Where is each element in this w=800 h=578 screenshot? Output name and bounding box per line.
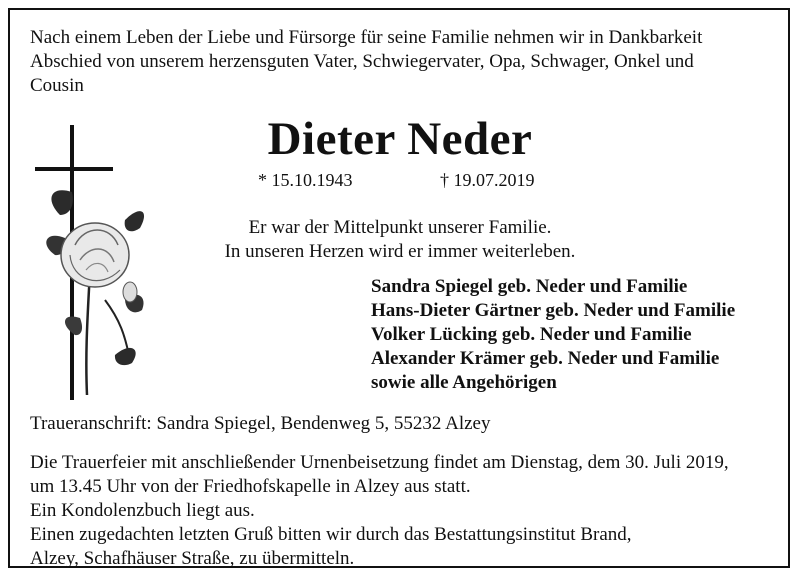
mourners-list bbox=[371, 275, 735, 395]
mourning-address: Traueranschrift: Sandra Spiegel, Bendenweg 5, 55232 Alzey bbox=[30, 413, 491, 434]
funeral-line: um 13.45 Uhr von der Friedhofskapelle in Alzey aus statt. bbox=[30, 476, 471, 497]
birth-date: * 15.10.1943 bbox=[258, 170, 353, 190]
death-date: † 19.07.2019 bbox=[440, 170, 535, 190]
funeral-details bbox=[30, 451, 775, 571]
intro-text bbox=[30, 26, 775, 98]
quote-line: Er war der Mittelpunkt unserer Familie. bbox=[248, 217, 552, 238]
funeral-line: Die Trauerfeier mit anschließender Urnenbeisetzung findet am Dienstag, dem 30. Juli 2019, bbox=[30, 452, 729, 473]
mourner-line: Hans-Dieter Gärtner geb. Neder und Familie bbox=[371, 300, 736, 321]
intro-line: Cousin bbox=[30, 75, 84, 96]
intro-line: Nach einem Leben der Liebe und Fürsorge für seine Familie nehmen wir in Dankbarkeit bbox=[30, 27, 703, 48]
deceased-name: Dieter Neder bbox=[267, 113, 533, 165]
intro-line: Abschied von unserem herzensguten Vater, Schwiegervater, Opa, Schwager, Onkel und bbox=[30, 51, 694, 72]
mourner-line: Volker Lücking geb. Neder und Familie bbox=[371, 324, 692, 345]
funeral-line: Alzey, Schafhäuser Straße, zu übermitteln. bbox=[30, 548, 355, 569]
memorial-quote bbox=[0, 216, 800, 264]
mourner-line: Alexander Krämer geb. Neder und Familie bbox=[371, 348, 720, 369]
funeral-line: Ein Kondolenzbuch liegt aus. bbox=[30, 500, 255, 521]
mourner-line: Sandra Spiegel geb. Neder und Familie bbox=[371, 276, 688, 297]
quote-line: In unseren Herzen wird er immer weiterleben. bbox=[224, 241, 576, 262]
mourner-line: sowie alle Angehörigen bbox=[371, 372, 557, 393]
funeral-line: Einen zugedachten letzten Gruß bitten wir durch das Bestattungsinstitut Brand, bbox=[30, 524, 632, 545]
